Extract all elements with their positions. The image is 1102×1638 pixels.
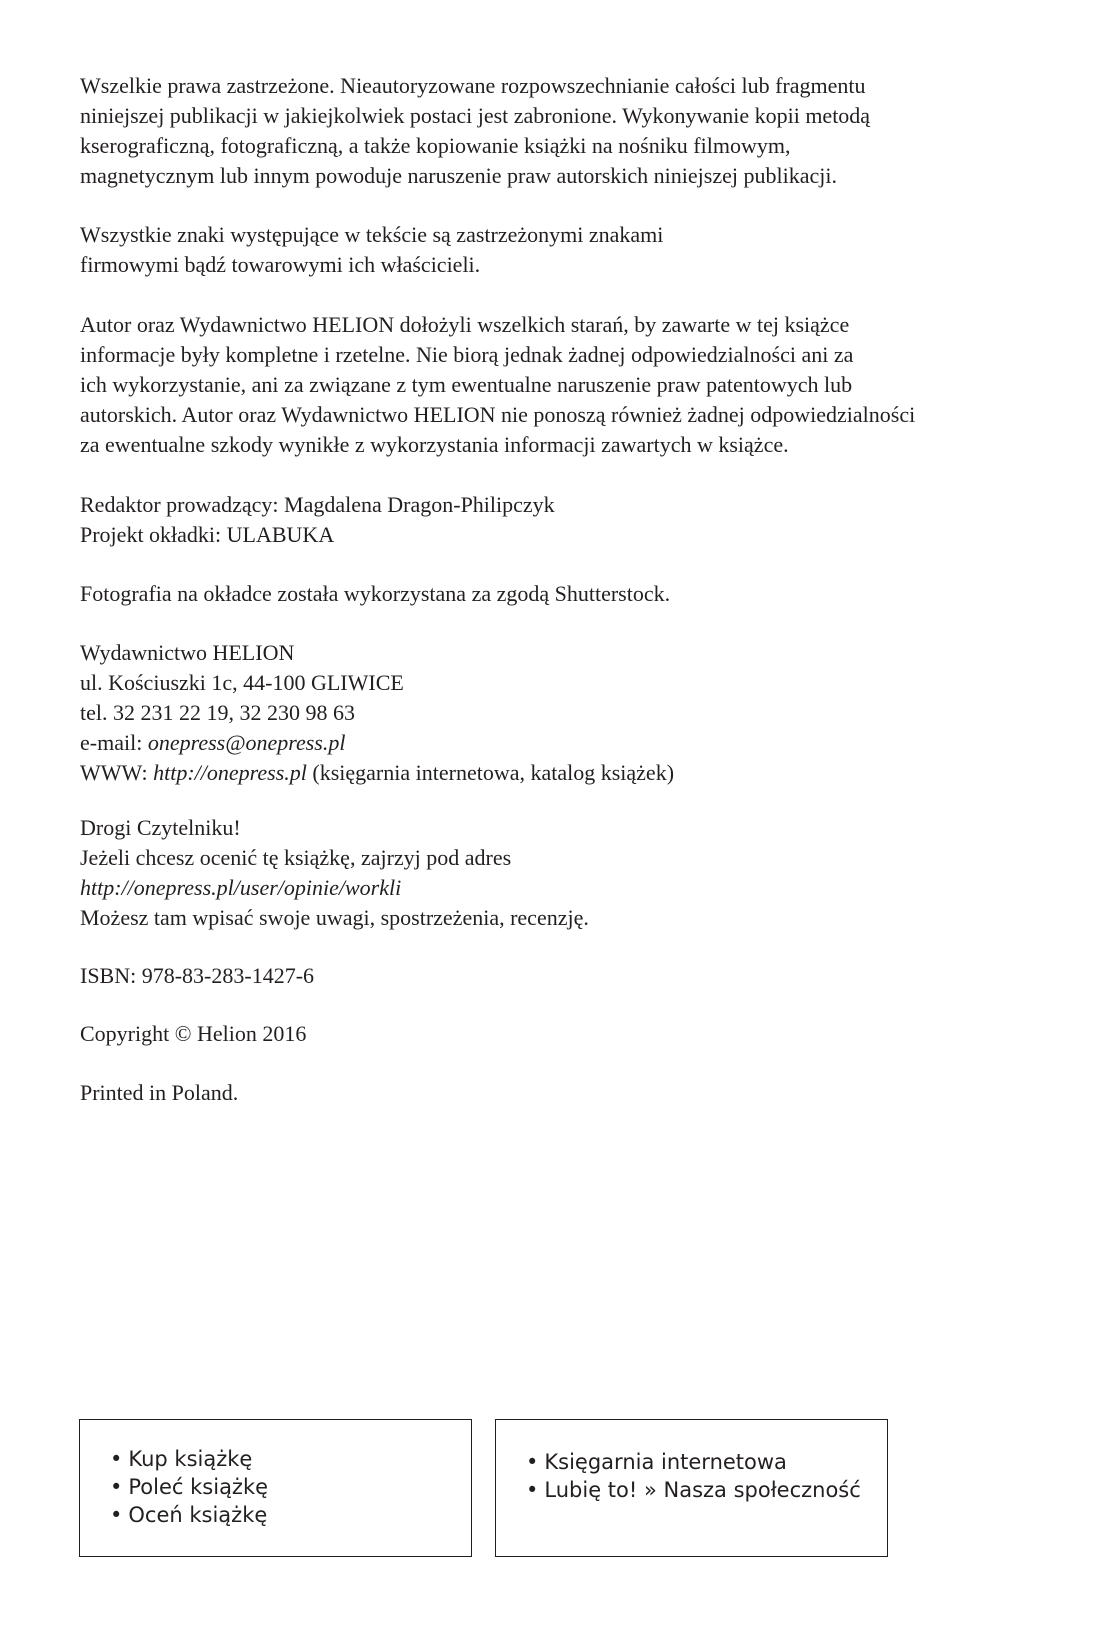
email-link[interactable]: onepress@onepress.pl xyxy=(147,730,346,755)
isbn-text: ISBN: 978-83-283-1427-6 xyxy=(80,963,315,988)
community-label: Lubię to! » Nasza społeczność xyxy=(544,1478,861,1502)
bullet: • xyxy=(526,1478,539,1502)
reader-greeting: Drogi Czytelniku! xyxy=(80,815,241,840)
rights-line: Wszelkie prawa zastrzeżone. Nieautoryzowane rozpowszechnianie całości lub fragmentu xyxy=(80,73,866,98)
rate-book-label: Oceń książkę xyxy=(128,1503,268,1527)
publisher-phone: tel. 32 231 22 19, 32 230 98 63 xyxy=(80,700,355,725)
opinion-url-link[interactable]: http://onepress.pl/user/opinie/workli xyxy=(80,875,402,900)
trademarks-line: firmowymi bądź towarowymi ich właścicieli. xyxy=(80,252,481,277)
recommend-book-link[interactable] xyxy=(110,1473,268,1501)
photo-note-text: Fotografia na okładce została wykorzystana za zgodą Shutterstock. xyxy=(80,581,671,606)
email-label: e-mail: xyxy=(80,730,148,755)
reader-line-2: Możesz tam wpisać swoje uwagi, spostrzeżenia, recenzję. xyxy=(80,905,589,930)
disclaimer-line: ich wykorzystanie, ani za związane z tym ewentualne naruszenie praw patentowych lub xyxy=(80,372,853,397)
community-link[interactable] xyxy=(526,1476,861,1504)
publisher-www-line xyxy=(80,758,1040,788)
trademarks-paragraph xyxy=(80,220,1040,280)
copyright-block xyxy=(80,1019,1040,1049)
disclaimer-line: Autor oraz Wydawnictwo HELION dołożyli wszelkich starań, by zawarte w tej książce xyxy=(80,312,850,337)
publisher-block xyxy=(80,638,1040,788)
www-note: (księgarnia internetowa, katalog książek) xyxy=(306,760,675,785)
rights-line: kserograficzną, fotograficzną, a także kopiowanie książki na nośniku filmowym, xyxy=(80,133,791,158)
rights-line: niniejszej publikacji w jakiejkolwiek postaci jest zabronione. Wykonywanie kopii metodą xyxy=(80,103,871,128)
book-actions-list xyxy=(110,1445,268,1529)
printed-block xyxy=(80,1078,1040,1108)
recommend-book-label: Poleć książkę xyxy=(128,1475,269,1499)
publisher-email-line xyxy=(80,728,1040,758)
publisher-name: Wydawnictwo HELION xyxy=(80,640,295,665)
community-list xyxy=(526,1448,861,1504)
editor-credit: Redaktor prowadzący: Magdalena Dragon-Philipczyk xyxy=(80,492,555,517)
bookstore-label: Księgarnia internetowa xyxy=(544,1450,787,1474)
bullet: • xyxy=(526,1450,539,1474)
photo-note xyxy=(80,579,1040,609)
rights-paragraph xyxy=(80,71,1040,191)
bullet: • xyxy=(110,1447,123,1471)
buy-book-label: Kup książkę xyxy=(128,1447,253,1471)
www-link[interactable]: http://onepress.pl xyxy=(153,760,307,785)
cover-credit: Projekt okładki: ULABUKA xyxy=(80,522,335,547)
reader-line-1: Jeżeli chcesz ocenić tę książkę, zajrzyj pod adres xyxy=(80,845,512,870)
printed-text: Printed in Poland. xyxy=(80,1080,239,1105)
isbn-block xyxy=(80,961,1040,991)
rate-book-link[interactable] xyxy=(110,1501,268,1529)
bookstore-link[interactable] xyxy=(526,1448,861,1476)
reader-block xyxy=(80,813,1040,933)
copyright-text: Copyright © Helion 2016 xyxy=(80,1021,307,1046)
publisher-address: ul. Kościuszki 1c, 44-100 GLIWICE xyxy=(80,670,404,695)
rights-line: magnetycznym lub innym powoduje naruszenie praw autorskich niniejszej publikacji. xyxy=(80,163,837,188)
book-actions-box xyxy=(79,1419,472,1557)
disclaimer-line: informacje były kompletne i rzetelne. Nie biorą jednak żadnej odpowiedzialności ani za xyxy=(80,342,854,367)
disclaimer-paragraph xyxy=(80,310,1040,460)
disclaimer-line: autorskich. Autor oraz Wydawnictwo HELION nie ponoszą również żadnej odpowiedzialności xyxy=(80,402,916,427)
buy-book-link[interactable] xyxy=(110,1445,268,1473)
bullet: • xyxy=(110,1503,123,1527)
trademarks-line: Wszystkie znaki występujące w tekście są zastrzeżonymi znakami xyxy=(80,222,664,247)
disclaimer-line: za ewentualne szkody wynikłe z wykorzystania informacji zawartych w książce. xyxy=(80,432,789,457)
community-box xyxy=(495,1419,888,1557)
credits-block xyxy=(80,490,1040,550)
www-label: WWW: xyxy=(80,760,154,785)
bullet: • xyxy=(110,1475,123,1499)
